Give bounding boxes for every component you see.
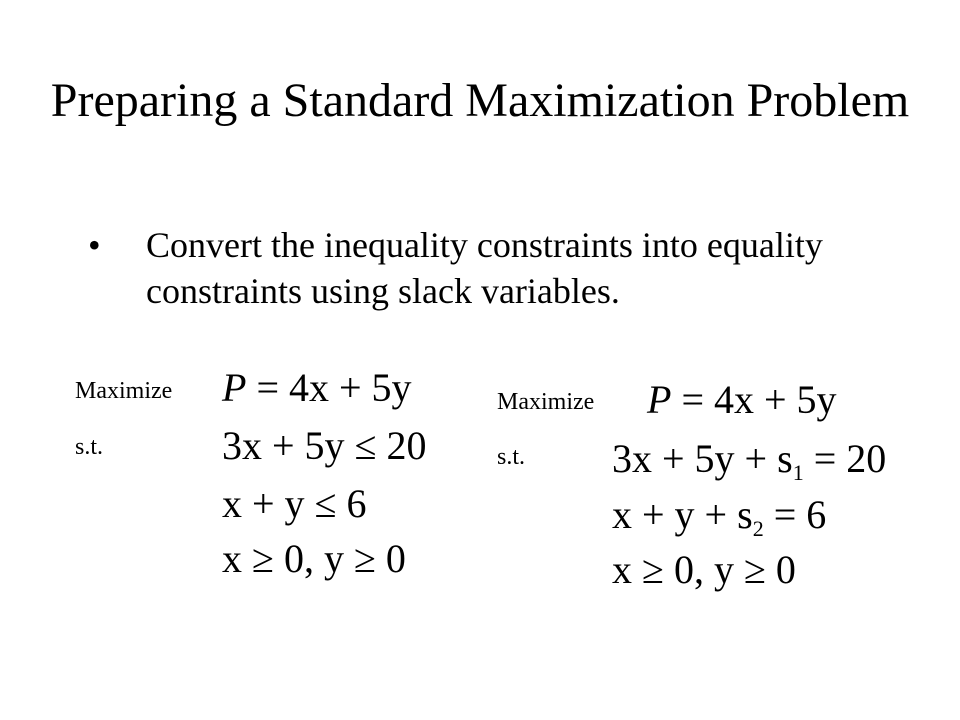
right-c2-rhs: = 6 [773,492,827,537]
left-c1-lhs: 3x + 5y [222,423,345,468]
left-c1-op: ≤ [354,423,377,468]
right-c2-lhs: x + y + s [612,492,753,537]
left-constraint-2 [222,481,367,527]
bullet-text: Convert the inequality constraints into equality constraints using slack variables. [146,225,823,311]
bullet-icon: • [88,225,101,265]
right-c1-rhs: = 20 [813,436,887,481]
left-c2-op: ≤ [314,481,337,526]
slide-title: Preparing a Standard Maximization Problem [50,74,910,127]
right-maximize-label: Maximize [497,389,595,415]
left-maximize-label: Maximize [75,378,173,404]
right-constraint-3: x ≥ 0, y ≥ 0 [612,547,796,592]
right-st-label: s.t. [497,444,526,470]
left-c2-lhs: x + y [222,481,305,526]
left-c2-rhs: 6 [346,481,367,526]
right-c1-subscript: 1 [792,460,804,485]
right-objective-rest: = 4x + 5y [681,377,837,422]
left-constraint-3: x ≥ 0, y ≥ 0 [222,536,406,581]
left-objective-rest: = 4x + 5y [256,365,412,410]
left-constraint-1 [222,423,427,469]
right-constraint-1 [612,436,886,496]
right-c1-lhs: 3x + 5y + s [612,436,793,481]
right-objective-var: P [647,377,672,422]
left-objective-var: P [222,365,247,410]
right-constraint-2 [612,492,826,552]
left-objective [222,365,412,411]
left-c1-rhs: 20 [386,423,427,468]
right-c2-subscript: 2 [752,516,764,541]
right-objective [647,377,837,423]
left-st-label: s.t. [75,434,104,460]
